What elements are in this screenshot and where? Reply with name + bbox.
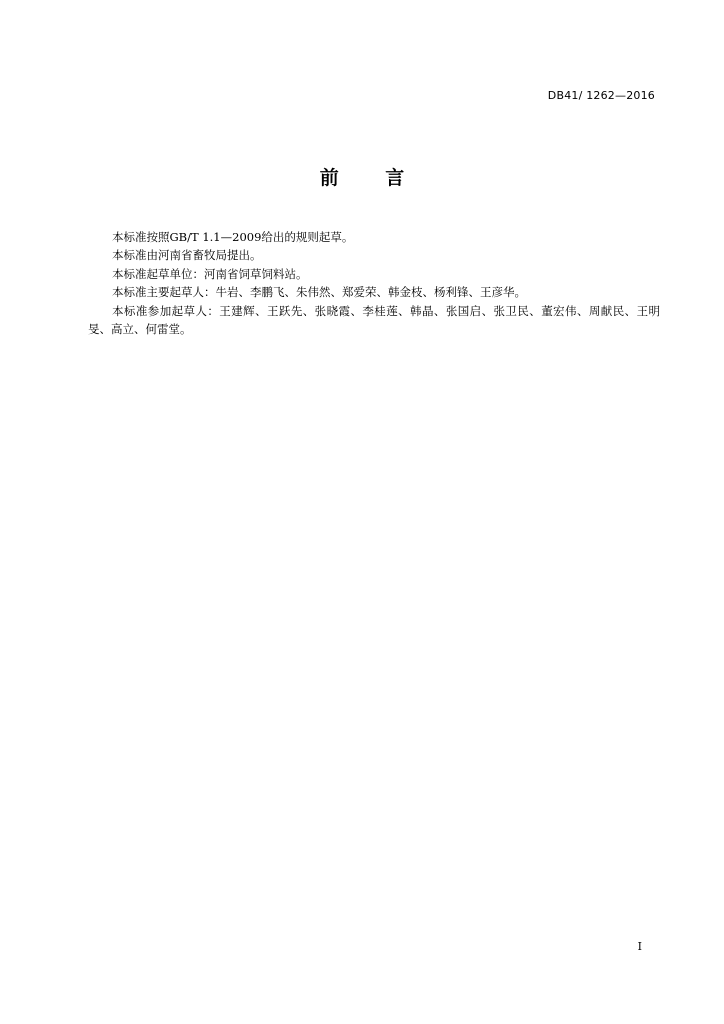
foreword-body (88, 228, 660, 338)
paragraph-drafting-unit: 本标准起草单位：河南省饲草饲料站。 (112, 266, 308, 281)
paragraph-participating-drafters: 本标准参加起草人：王建辉、王跃先、张晓霞、李桂莲、韩晶、张国启、张卫民、董宏伟、周献民、王明旻、高立、何雷堂。 (88, 303, 660, 337)
paragraph-main-drafters: 本标准主要起草人：牛岩、李鹏飞、朱伟然、郑爱荣、韩金枝、杨利锋、王彦华。 (112, 285, 526, 300)
page-number: I (637, 940, 642, 953)
paragraph-proposer: 本标准由河南省畜牧局提出。 (112, 248, 262, 263)
paragraph-drafting-rules: 本标准按照GB/T 1.1—2009给出的规则起草。 (112, 230, 354, 244)
standard-code: DB41/ 1262—2016 (547, 89, 655, 102)
page-title: 前 言 (319, 167, 425, 189)
